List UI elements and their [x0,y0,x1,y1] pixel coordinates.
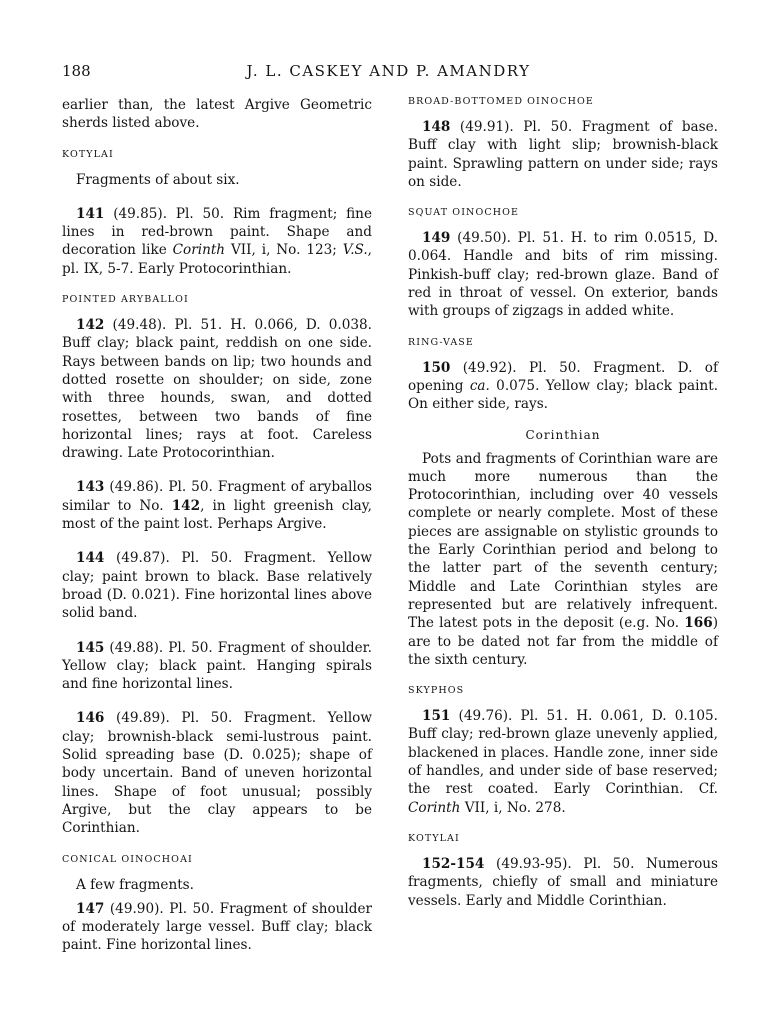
oinochoai-text: A few fragments. [76,876,194,893]
entry-number: 148 [422,119,451,135]
entry-number: 151 [422,708,451,725]
left-column [62,96,372,955]
entry-text: (49.85). Pl. 50. Rim fragment; fine lines in red-brown paint. Shape and decoration like [62,205,372,259]
entry-ref: 166 [684,615,713,632]
entry-number: 150 [422,359,451,376]
entry-italic: ca. [469,377,490,394]
entry-149 [408,229,718,320]
entry-text: (49.50). Pl. 51. H. to rim 0.0515, D. 0.064. Handle and bits of rim missing. Pinkish-buff clay; red-brown glaze. Band of red in throat of vessel. On exterior, bands with groups of zigzags in added white. [408,230,718,320]
entry-number: 142 [76,317,105,334]
section-heading-broad-bottomed: BROAD-BOTTOMED OINOCHOE [408,96,594,107]
entry-number: 141 [76,205,105,222]
entry-148 [408,118,718,191]
page-number: 188 [62,62,91,80]
paragraph-text: ) are to be dated not far from the middle of the sixth century. [408,615,718,668]
running-head: J. L. CASKEY AND P. AMANDRY [246,62,531,80]
entry-number: 146 [76,710,105,727]
entry-ref: 142 [171,497,201,514]
entry-number: 147 [76,900,105,917]
section-heading-corinthian: Corinthian [525,427,601,442]
entry-text: 0.075. Yellow clay; black paint. On either side, rays. [408,377,719,413]
entry-text: (49.93-95). Pl. 50. Numerous fragments, chiefly of small and miniature vessels. Early and Middle Corinthian. [408,855,718,909]
intro-paragraph: earlier than, the latest Argive Geometric sherds listed above. [62,97,372,132]
section-heading-oinochoai: CONICAL OINOCHOAI [62,853,193,865]
entry-text: (49.91). Pl. 50. Fragment of base. Buff clay with light slip; brownish-black paint. Sprawling pattern on under side; rays on side. [408,119,718,190]
entry-text: (49.48). Pl. 51. H. 0.066, D. 0.038. Buff clay; black paint, reddish on one side. Rays between bands on lip; two hounds and dotted rosette on shoulder; on side, zone with three hounds, swan, and dotted rosettes, between two bands of fine horizontal lines; rays at foot. Careless drawing. Late Protocorinthian. [62,317,372,462]
entry-144 [62,549,372,622]
entry-150 [408,359,718,414]
section-heading-kotylai-2: KOTYLAI [408,832,460,844]
paragraph-text: Pots and fragments of Corinthian ware are much more numerous than the Protocorinthian, including over 40 vessels complete or nearly complete. Most of these pieces are assignable on stylistic grounds to the Early Corinthian period and belong to the latter part of the seventh century; Middle and Late Corinthian styles are represented but are relatively infrequent. The latest pots in the deposit (e.g. No. [408,450,718,632]
entry-number: 152-154 [422,855,485,872]
entry-147 [62,900,372,955]
entry-number: 143 [76,479,105,496]
entry-text: VII, i, No. 123; [225,242,343,259]
entry-text: (49.76). Pl. 51. H. 0.061, D. 0.105. Buff clay; red-brown glaze unevenly applied, blackened in places. Handle zone, inner side of handles, and under side of base reserved; the rest coated. Early Corinthian. Cf. [408,708,718,798]
entry-text: (49.92). Pl. 50. Fragment. D. of opening [408,359,718,394]
entry-text: (49.90). Pl. 50. Fragment of shoulder of moderately large vessel. Buff clay; black paint. Fine horizontal lines. [62,900,372,954]
entry-text: (49.86). Pl. 50. Fragment of aryballos similar to No. [62,479,372,514]
entry-number: 144 [76,550,105,567]
entry-text: (49.89). Pl. 50. Fragment. Yellow clay; brownish-black semi-lustrous paint. Solid spreading base (D. 0.025); shape of body uncertain. Band of uneven horizontal lines. Shape of foot unusual; possibly Argive, but the clay appears to be Corinthian. [62,710,372,837]
section-heading-ring-vase: RING-VASE [408,336,474,348]
entry-152-154 [408,855,718,910]
entry-text: , in light greenish clay, most of the paint lost. Perhaps Argive. [62,497,372,533]
kotylai-text: Fragments of about six. [76,171,240,188]
entry-text: VII, i, No. 278. [460,799,566,816]
corinthian-paragraph [408,450,718,670]
entry-number: 149 [422,230,451,247]
entry-number: 145 [76,639,105,656]
entry-text: (49.88). Pl. 50. Fragment of shoulder. Yellow clay; black paint. Hanging spirals and fine horizontal lines. [62,639,372,693]
entry-italic: Corinth [408,799,461,816]
entry-text: (49.87). Pl. 50. Fragment. Yellow clay; paint brown to black. Base relatively broad (D. 0.021). Fine horizontal lines above solid band. [62,550,372,622]
section-heading-kotylai: KOTYLAI [62,148,114,160]
section-heading-skyphos: SKYPHOS [408,685,465,697]
section-heading-squat: SQUAT OINOCHOE [408,207,520,219]
entry-italic: Corinth [172,242,226,259]
entry-141 [62,205,372,278]
entry-italic: V.S. [342,242,368,259]
entry-143 [62,478,372,533]
entry-text: , pl. IX, 5-7. Early Protocorinthian. [62,242,372,277]
entry-142 [62,316,372,462]
entry-146 [62,709,372,837]
right-column [408,96,718,910]
entry-151 [408,707,718,817]
section-heading-aryballoi: POINTED ARYBALLOI [62,294,189,306]
entry-145 [62,639,372,694]
